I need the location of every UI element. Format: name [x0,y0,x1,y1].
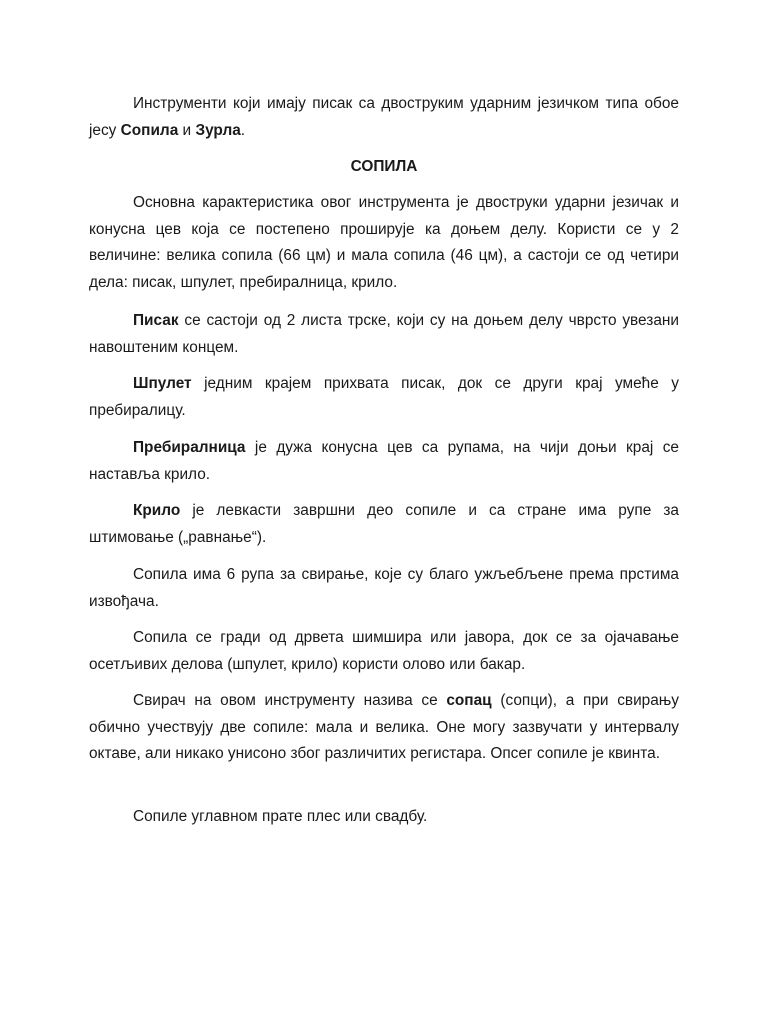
krilo-paragraph [89,498,679,551]
wood-paragraph: Сопила се гради од дрвета шимшира или јавора, док се за ојачавање осетљивих делова (шпулет, крило) користи олово или бакар. [89,629,679,673]
player-term-sopac: сопац [446,692,492,709]
spulet-text: једним крајем прихвата писак, док се други крај умеће у пребиралицу. [89,375,679,419]
player-paragraph [89,688,679,768]
player-text-after: (сопци), а при свирању обично учествују две сопиле: мала и велика. Оне могу зазвучати у интервалу октаве, али никако унисоно због различитих регистара. Опсег сопиле је квинта. [89,692,679,762]
pisak-term: Писак [133,312,179,329]
intro-period: . [240,121,246,139]
spulet-term: Шпулет [133,375,192,392]
krilo-text: је левкасти завршни део сопиле и са стране има рупе за штимовање („равнање“). [89,502,679,546]
intro-text: Инструменти који имају писак са двоструким ударним језичком типа обое јесу [89,95,679,139]
player-text-before: Свирач на овом инструменту назива се [133,692,447,709]
main-description-paragraph: Основна карактеристика овог инструмента је двоструки ударни језичак и конусна цев која се постепено проширује ка доњем делу. Користи се у 2 величине: велика сопила (66 цм) и мала сопила (46 цм), а састоји се од четири дела: писак, шпулет, пребиралница, крило. [89,194,679,291]
pisak-paragraph [89,308,679,361]
krilo-term: Крило [133,502,181,519]
intro-term-zurla: Зурла [195,121,241,139]
intro-term-sopila: Сопила [120,121,179,139]
spulet-paragraph [89,371,679,424]
pisak-text: се састоји од 2 листа трске, који су на доњем делу чврсто увезани навоштеним концем. [89,312,679,356]
intro-conjunction: и [178,121,196,139]
prebiralnica-term: Пребиралница [133,439,246,456]
prebiralnica-text: је дужа конусна цев са рупама, на чији доњи крај се наставља крило. [89,439,679,483]
section-heading: СОПИЛА [350,158,418,175]
closing-paragraph: Сопиле углавном прате плес или свадбу. [133,808,428,825]
prebiralnica-paragraph [89,435,679,488]
holes-paragraph: Сопила има 6 рупа за свирање, које су благо ужљебљене према прстима извођача. [89,566,679,610]
intro-paragraph [89,91,679,144]
